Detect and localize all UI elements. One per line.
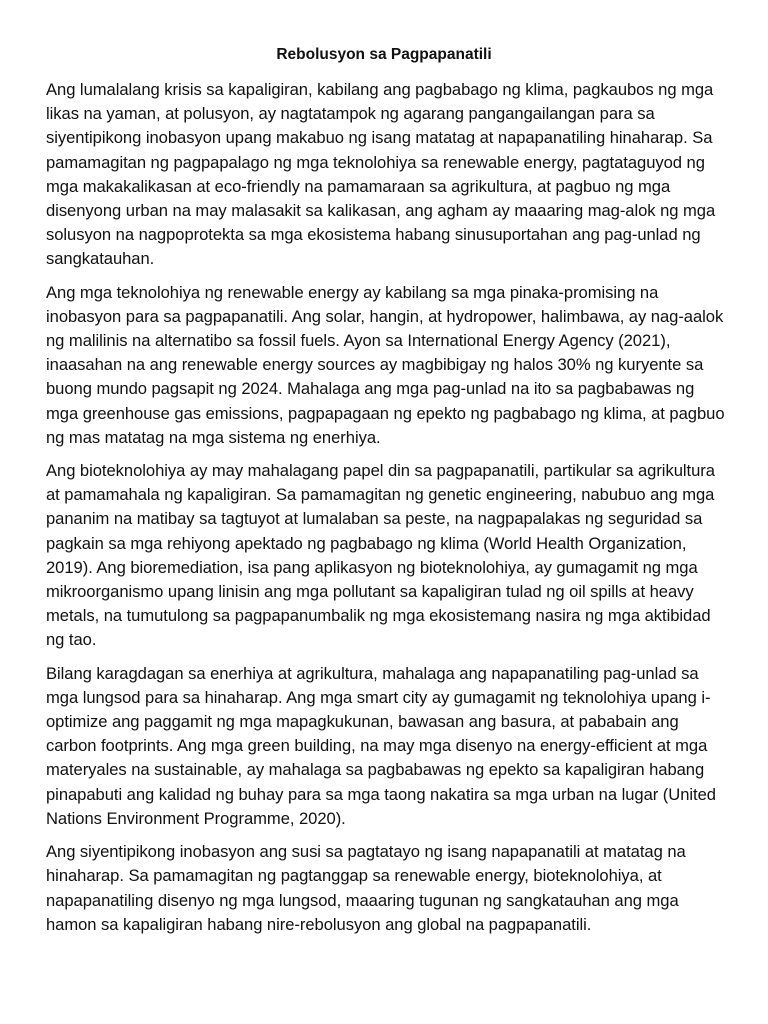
- paragraph-4: Bilang karagdagan sa enerhiya at agrikultura, mahalaga ang napapanatiling pag-unlad sa mga lungsod para sa hinaharap. Ang mga smart city ay gumagamit ng teknolohiya upang i-optimize ang paggamit ng mga mapagkukunan, bawasan ang basura, at pababain ang carbon footprints. Ang mga green building, na may mga disenyo na energy-efficient at mga materyales na sustainable, ay mahalaga sa pagbabawas ng epekto sa kapaligiran habang pinapabuti ang kalidad ng buhay para sa mga taong nakatira sa mga urban na lugar (United Nations Environment Programme, 2020).: [46, 663, 716, 828]
- document-body: [46, 78, 726, 946]
- document-title: Rebolusyon sa Pagpapanatili: [276, 46, 492, 63]
- paragraph-2: Ang mga teknolohiya ng renewable energy ay kabilang sa mga pinaka-promising na inobasyon para sa pagpapanatili. Ang solar, hangin, at hydropower, halimbawa, ay nag-aalok ng malilinis na alternatibo sa fossil fuels. Ayon sa International Energy Agency (2021), inaasahan na ang renewable energy sources ay magbibigay ng halos 30% ng kuryente sa buong mundo pagsapit ng 2024. Mahalaga ang mga pag-unlad na ito sa pagbabawas ng mga greenhouse gas emissions, pagpapagaan ng epekto ng pagbabago ng klima, at pagbuo ng mas matatag na mga sistema ng enerhiya.: [46, 282, 725, 447]
- paragraph-5: Ang siyentipikong inobasyon ang susi sa pagtatayo ng isang napapanatili at matatag na hinaharap. Sa pamamagitan ng pagtanggap sa renewable energy, bioteknolohiya, at napapanatiling disenyo ng mga lungsod, maaaring tugunan ng sangkatauhan ang mga hamon sa kapaligiran habang nire-rebolusyon ang global na pagpapanatili.: [46, 842, 686, 934]
- paragraph-1: Ang lumalalang krisis sa kapaligiran, kabilang ang pagbabago ng klima, pagkaubos ng mga likas na yaman, at polusyon, ay nagtatampok ng agarang pangangailangan para sa siyentipikong inobasyon upang makabuo ng isang matatag at napapanatiling hinaharap. Sa pamamagitan ng pagpapalago ng mga teknolohiya sa renewable energy, pagtataguyod ng mga makakalikasan at eco-friendly na pamamaraan sa agrikultura, at pagbuo ng mga disenyong urban na may malasakit sa kalikasan, ang agham ay maaaring mag-alok ng mga solusyon na nagpoprotekta sa mga ekosistema habang sinusuportahan ang pag-unlad ng sangkatauhan.: [46, 80, 716, 269]
- paragraph-3: Ang bioteknolohiya ay may mahalagang papel din sa pagpapanatili, partikular sa agrikultura at pamamahala ng kapaligiran. Sa pamamagitan ng genetic engineering, nabubuo ang mga pananim na matibay sa tagtuyot at lumalaban sa peste, na nagpapalakas ng seguridad sa pagkain sa mga rehiyong apektado ng pagbabago ng klima (World Health Organization, 2019). Ang bioremediation, isa pang aplikasyon ng bioteknolohiya, ay gumagamit ng mga mikroorganismo upang linisin ang mga pollutant sa kapaligiran tulad ng oil spills at heavy metals, na tumutulong sa pagpapanumbalik ng mga ekosistemang nasira ng mga aktibidad ng tao.: [46, 461, 715, 650]
